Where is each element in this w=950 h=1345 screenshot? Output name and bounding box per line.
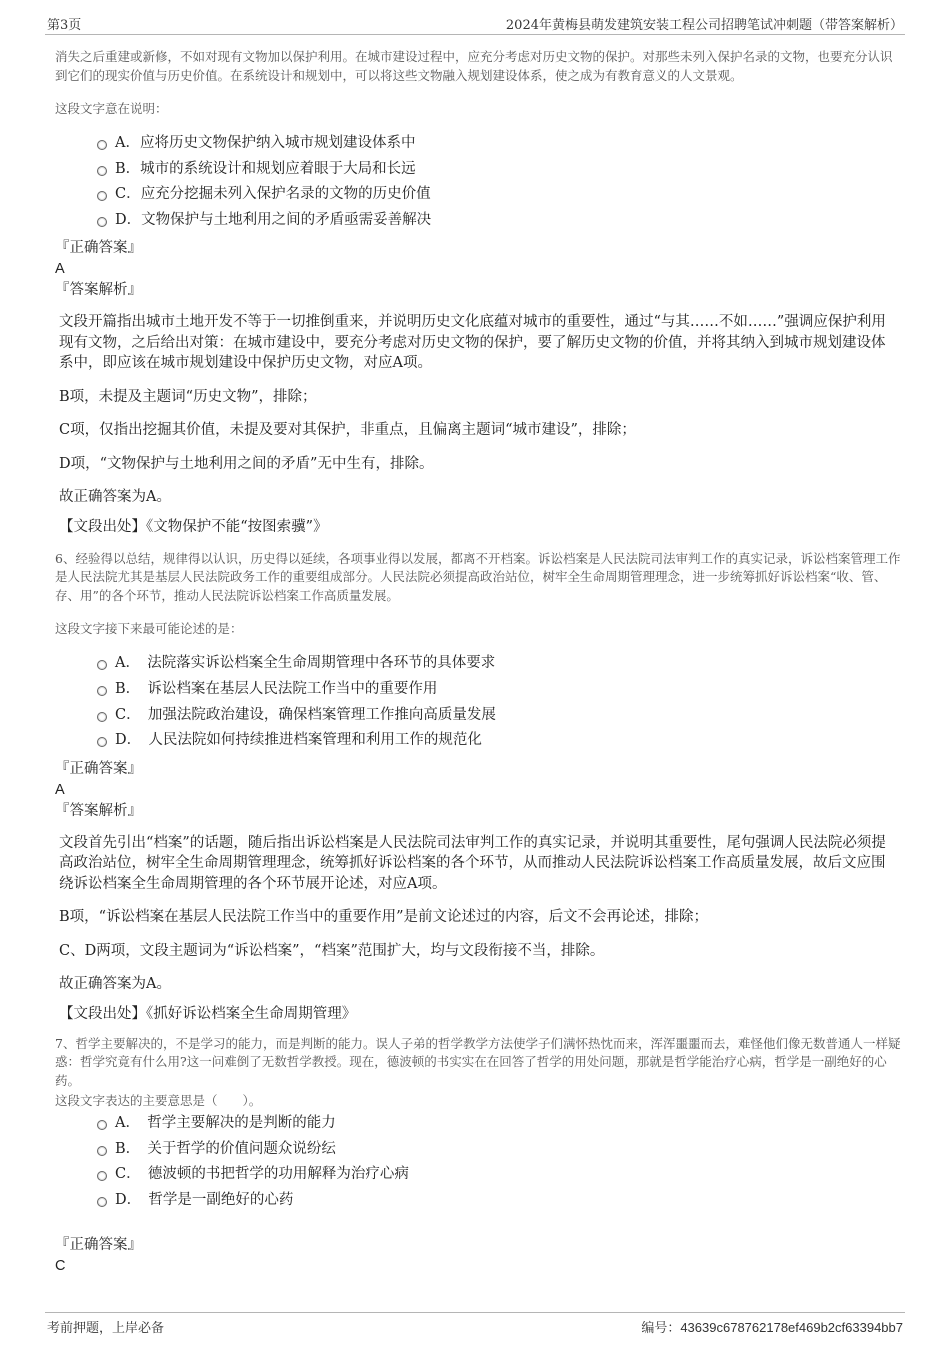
page-footer: [45, 1312, 905, 1337]
radio-button[interactable]: [97, 191, 107, 201]
q5-analysis-b: B项，未提及主题词“历史文物”，排除；: [59, 388, 317, 405]
q6-option-c[interactable]: C． 加强法院政治建设，确保档案管理工作推向高质量发展: [97, 703, 901, 729]
radio-button[interactable]: [97, 1120, 107, 1130]
radio-button[interactable]: [97, 1197, 107, 1207]
radio-button[interactable]: [97, 686, 107, 696]
q6-source: 【文段出处】《抓好诉讼档案全生命周期管理》: [59, 1005, 357, 1022]
q7-option-a[interactable]: A． 哲学主要解决的是判断的能力: [97, 1111, 901, 1137]
q7-option-b[interactable]: B． 关于哲学的价值问题众说纷纭: [97, 1137, 901, 1163]
footer-motto: 考前押题，上岸必备: [47, 1321, 165, 1336]
q7-option-d[interactable]: D． 哲学是一副绝好的心药: [97, 1188, 901, 1214]
q7-answer: C: [55, 1257, 66, 1274]
radio-button[interactable]: [97, 1171, 107, 1181]
q6-options: [55, 651, 901, 753]
q5-source: 【文段出处】《文物保护不能“按图索骥”》: [59, 518, 328, 535]
document-code: 编号：43639c678762178ef469b2cf63394bb7: [641, 1320, 903, 1335]
page-content: [55, 46, 901, 1276]
q5-stem: 这段文字意在说明：: [55, 101, 168, 116]
q6-answer-label: 『正确答案』: [55, 760, 142, 777]
q7-answer-label: 『正确答案』: [55, 1236, 142, 1253]
radio-button[interactable]: [97, 166, 107, 176]
q6-answer: A: [55, 781, 65, 798]
q5-options: [55, 131, 901, 233]
radio-button[interactable]: [97, 737, 107, 747]
q7-options: [55, 1111, 901, 1213]
radio-button[interactable]: [97, 1146, 107, 1156]
radio-button[interactable]: [97, 712, 107, 722]
q5-option-b[interactable]: B．城市的系统设计和规划应着眼于大局和长远: [97, 157, 901, 183]
q5-analysis-c: C项，仅指出挖掘其价值，未提及要对其保护，非重点，且偏离主题词“城市建设”，排除；: [59, 422, 636, 439]
q6-stem: 这段文字接下来最可能论述的是：: [55, 621, 243, 637]
q5-passage: 消失之后重建或新修，不如对现有文物加以保护利用。在城市建设过程中，应充分考虑对历史文物的保护。对那些未列入保护名录的文物，也要充分认识到它们的现实价值与历史价值。在系统设计和规划中，可以将这些文物融入规划建设体系，使之成为有教育意义的人文景观。: [55, 49, 893, 83]
q5-analysis-main: 文段开篇指出城市土地开发不等于一切推倒重来，并说明历史文化底蕴对城市的重要性，通过“与其……不如……”强调应保护利用现有文物，之后给出对策：在城市建设中，要充分考虑对历史文物的保护，要了解历史文物的价值，并将其纳入到城市规划建设体系中，即应该在城市规划建设中保护历史文物，对应A项。: [59, 314, 886, 372]
q6-analysis-cd: C、D两项，文段主题词为“诉讼档案”，“档案”范围扩大，均与文段衔接不当，排除。: [59, 942, 605, 959]
radio-button[interactable]: [97, 660, 107, 670]
q5-option-a[interactable]: A．应将历史文物保护纳入城市规划建设体系中: [97, 131, 901, 157]
q5-analysis-label: 『答案解析』: [55, 282, 142, 299]
radio-button[interactable]: [97, 140, 107, 150]
q6-analysis-main: 文段首先引出“档案”的话题，随后指出诉讼档案是人民法院司法审判工作的真实记录，并说明其重要性，尾句强调人民法院必须提高政治站位，树牢全生命周期管理理念，统筹抓好诉讼档案的各个环节，从而推动人民法院诉讼档案工作高质量发展，故后文应围绕诉讼档案全生命周期管理的各个环节展开论述，对应A项。: [59, 834, 886, 892]
q5-answer-label: 『正确答案』: [55, 240, 142, 257]
q7-stem: 这段文字表达的主要意思是（ ）。: [55, 1093, 262, 1109]
q6-analysis-b: B项，“诉讼档案在基层人民法院工作当中的重要作用”是前文论述过的内容，后文不会再论述，排除；: [59, 909, 708, 926]
q5-analysis-d: D项，“文物保护与土地利用之间的矛盾”无中生有，排除。: [59, 455, 434, 472]
q5-option-c[interactable]: C．应充分挖掘未列入保护名录的文物的历史价值: [97, 182, 901, 208]
q6-passage: 6、经验得以总结，规律得以认识，历史得以延续，各项事业得以发展，都离不开档案。诉讼档案是人民法院司法审判工作的真实记录，诉讼档案管理工作是人民法院尤其是基层人民法院政务工作的重要组成部分。人民法院必须提高政治站位，树牢全生命周期管理理念，进一步统筹抓好诉讼档案“收、管、存、用”的各个环节，推动人民法院诉讼档案工作高质量发展。: [55, 550, 901, 603]
q6-conclusion: 故正确答案为A。: [59, 976, 171, 993]
q5-option-d[interactable]: D．文物保护与土地利用之间的矛盾亟需妥善解决: [97, 208, 901, 234]
q6-option-b[interactable]: B． 诉讼档案在基层人民法院工作当中的重要作用: [97, 677, 901, 703]
q5-answer: A: [55, 261, 65, 278]
page-header: [45, 10, 905, 35]
q5-conclusion: 故正确答案为A。: [59, 489, 171, 506]
q6-analysis-label: 『答案解析』: [55, 802, 142, 819]
q6-option-a[interactable]: A． 法院落实诉讼档案全生命周期管理中各环节的具体要求: [97, 651, 901, 677]
radio-button[interactable]: [97, 217, 107, 227]
page-number: 第3页: [47, 18, 82, 33]
q7-option-c[interactable]: C． 德波顿的书把哲学的功用解释为治疗心病: [97, 1162, 901, 1188]
document-title: 2024年黄梅县萌发建筑安装工程公司招聘笔试冲刺题（带答案解析）: [505, 18, 903, 33]
q7-passage: 7、哲学主要解决的，不是学习的能力，而是判断的能力。误人子弟的哲学教学方法使学子们满怀热忱而来，浑浑噩噩而去，难怪他们像无数普通人一样疑惑：哲学究竟有什么用?这一问难倒了无数哲学教授。现在，德波顿的书实实在在回答了哲学的用处问题，那就是哲学能治疗心病，哲学是一副绝好的心药。: [55, 1035, 901, 1088]
q6-option-d[interactable]: D． 人民法院如何持续推进档案管理和利用工作的规范化: [97, 728, 901, 754]
